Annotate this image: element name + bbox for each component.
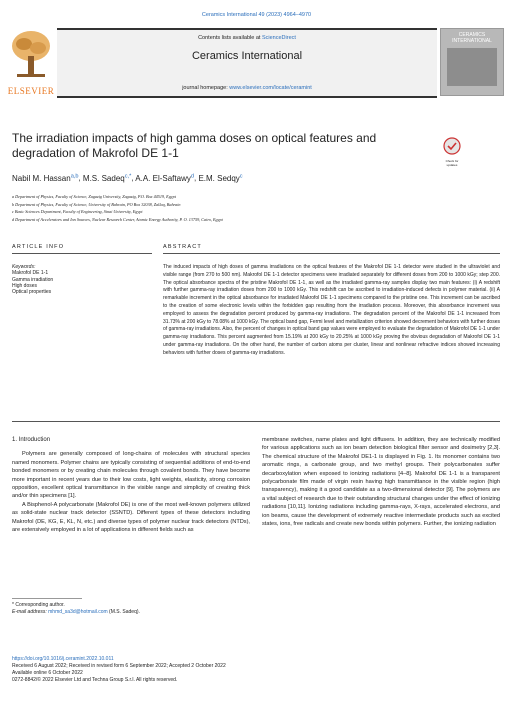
article-info-heading: ARTICLE INFO bbox=[12, 244, 65, 250]
divider bbox=[12, 421, 500, 422]
contents-prefix: Contents lists available at bbox=[198, 35, 262, 41]
journal-title[interactable]: Ceramics International bbox=[191, 50, 303, 62]
copyright: 0272-8842/© 2022 Elsevier Ltd and Techna Group S.r.l. All rights reserved. bbox=[12, 677, 178, 683]
online-date: Available online 6 October 2022 bbox=[12, 670, 83, 676]
homepage-link[interactable]: www.elsevier.com/locate/ceramint bbox=[229, 85, 312, 91]
homepage-prefix: journal homepage: bbox=[182, 85, 230, 91]
keywords bbox=[12, 264, 53, 295]
abstract-text: The induced impacts of high doses of gamma irradiations on the optical features of the Makrofol DE 1-1 detector were studied in the ultraviolet and visible range (from 270 to 500 nm). Makrofol DE 1-1 detector specimens were irradiated separately for different doses from 200 to 1000 kGy; step 200. The optical absorbance spectra of the pristine Makrofol DE 1-1, as well as the irradiated gamma-ray samples display two main features: (i) A redshift with further gamma-ray irradiation doses from 200 to 1000 kGy. This redshift can be ascribed to irradiation-induced defects in polymer material. (ii) A remarkable increment in the optical absorbance for irradiated Makrofol DE 1-1 specimens compared to the pristine one. This increment can be ascribed to the creation of some electronic levels within the forbidden gap resulting from the irradiation process. Moreover, this absorbance increment was employed to assess the degradation percent produced by gamma-ray irradiations. The degradation percent of the Makrofol DE 1-1 increased from 31.73% at 200 kGy to 78.08% at 1000 kGy. The optical band gap, Fermi level and metallization criterion showed decrement behaviors with further doses of gamma-ray irradiations. Also, the percent of changes in optical band gap values were employed to evaluate the degradation of Makrofol DE 1-1 under gamma-ray irradiations. This percent augmented from 15.19% at 200 kGy to 20.25% at 1000 kGy proving the obvious degradation of Makrofol DE 1-1 under gamma-ray irradiations. On the other hand, the number of carbon atoms per cluster, linear and nonlinear refractive indices showed increasing behaviors with further doses of gamma-ray irradiations. bbox=[163, 264, 500, 356]
check-for-updates-button[interactable] bbox=[442, 137, 462, 167]
paragraph: membrane switches, name plates and light diffusers. In addition, they are technically modified for various applications such as ion beam detection biological filter sensor and dosimetry [2,3]. The chemical structure of the Makrofol DE1-1 is displayed in Fig. 1. Its monomer contains two aromatic rings, a carbonate group, and two methyl groups. Their polycarbonates suffer decarboxylation when exposed to ionizing radiations [4–8]. Makrofol DE 1-1 is a transparent polycarbonate film made of virgin resin having high transmittance in the visible region (high transparency), making it a good candidate as a two-dimensional detector [9]. The polymers are a vital subject of research due to their outstanding structural changes under the effect of ionizing radiations [10,11]. Ionizing radiations including gamma-rays, X-rays, accelerated electrons, and ion beams, cause the development of extremely reactive intermediate products such as excited states, ions, free radicals and create new bonds within polymers. Further, the ionizing radiation bbox=[262, 437, 500, 528]
author-1[interactable]: Nabil M. Hassan$^{a,b}$ bbox=[12, 173, 79, 183]
keyword: Optical properties bbox=[12, 289, 52, 296]
check-updates-icon bbox=[442, 137, 462, 155]
corresponding-author: * Corresponding author. bbox=[12, 602, 65, 608]
author-list: Nabil M. Hassan$^{a,b}$, M.S. Sadeq$^{c,*}$, A.A. El-Saftawy$^d$, E.M. Sedqy$^c$ bbox=[12, 173, 243, 183]
divider bbox=[12, 253, 152, 254]
article-title: The irradiation impacts of high gamma doses on optical features and degradation of Makrofol DE 1-1 bbox=[12, 131, 377, 160]
author-2[interactable]: M.S. Sadeq$^{c,*}$ bbox=[82, 173, 132, 183]
body-right-column bbox=[262, 436, 500, 528]
elsevier-tree-icon bbox=[7, 28, 55, 80]
sciencedirect-link[interactable]: ScienceDirect bbox=[261, 35, 296, 41]
check-updates-label: Check for updates bbox=[445, 159, 459, 167]
cover-image bbox=[447, 48, 497, 86]
email-link[interactable]: mhmd_sa3d@hotmail.com bbox=[48, 609, 108, 615]
journal-cover[interactable] bbox=[440, 28, 504, 96]
affiliation-d: d Department of Accelerators and Ion Sources, Nuclear Research Center, Atomic Energy Authority, P. O. 13759, Cairo, Egypt bbox=[12, 216, 223, 222]
keyword: Gamma irradiation bbox=[12, 276, 54, 283]
affiliations bbox=[12, 193, 223, 223]
elsevier-logo bbox=[7, 28, 55, 96]
author-4[interactable]: E.M. Sedqy$^c$ bbox=[198, 173, 243, 183]
article-footer bbox=[12, 656, 226, 684]
paragraph: Polymers are generally composed of long-chains of molecules with structural species named monomers. Polymer chains are typically consisting of sequential additions of end-to-end bonded monomers or by creating chain molecules through covalent bonds. They have become more important in recent years due to their low costs, light weights, elasticity, strong corrosion opposition, excellent optical transmittance in the visible range and simplicity of creating thick and/or thin specimens [1]. bbox=[12, 451, 250, 500]
keyword: High doses bbox=[12, 282, 38, 289]
affiliation-a: a Department of Physics, Faculty of Science, Zagazig University, Zagazig, P.O. Box 44519, Egypt bbox=[12, 194, 176, 199]
journal-citation[interactable]: Ceramics International 49 (2023) 4964–4970 bbox=[201, 12, 312, 18]
affiliation-b: b Department of Physics, Faculty of Science, University of Bahrain, PO Box 32038, Zallaq, Bahrain bbox=[12, 201, 181, 207]
cover-title: CERAMICS INTERNATIONAL bbox=[452, 32, 492, 44]
author-3[interactable]: A.A. El-Saftawy$^d$ bbox=[135, 173, 194, 183]
email-line: E-mail address: mhmd_sa3d@hotmail.com (M.S. Sadeq). bbox=[12, 609, 140, 615]
footnote bbox=[12, 602, 140, 616]
received-dates: Received 6 August 2022; Received in revised form 6 September 2022; Accepted 2 October 2022 bbox=[12, 663, 226, 669]
abstract-heading: ABSTRACT bbox=[163, 244, 202, 250]
doi-link[interactable]: https://doi.org/10.1016/j.ceramint.2022.10.011 bbox=[12, 656, 114, 662]
divider bbox=[163, 253, 500, 254]
publisher-name: ELSEVIER bbox=[7, 86, 55, 96]
section-title: 1. Introduction bbox=[12, 437, 51, 443]
body-left-column bbox=[12, 436, 250, 534]
contents-line bbox=[57, 35, 437, 41]
affiliation-c: c Basic Sciences Department, Faculty of Engineering, Sinai University, Egypt bbox=[12, 209, 143, 214]
footnote-divider bbox=[12, 598, 82, 599]
keyword: Makrofol DE 1-1 bbox=[12, 270, 49, 277]
homepage-line bbox=[57, 85, 437, 91]
keywords-label: Keywords: bbox=[12, 264, 36, 270]
paragraph: A Bisphenol-A polycarbonate (Makrofol DE) is one of the most well-known polymers utilized as solid-state nuclear track detector (SSNTD). Different types of these detectors including Makrofol (DE, KG, E, KL, N, etc.) and diverse types of polymer nuclear track detectors (NTDs), are extensively employed in a lot of applications in different fields such as bbox=[12, 501, 250, 534]
